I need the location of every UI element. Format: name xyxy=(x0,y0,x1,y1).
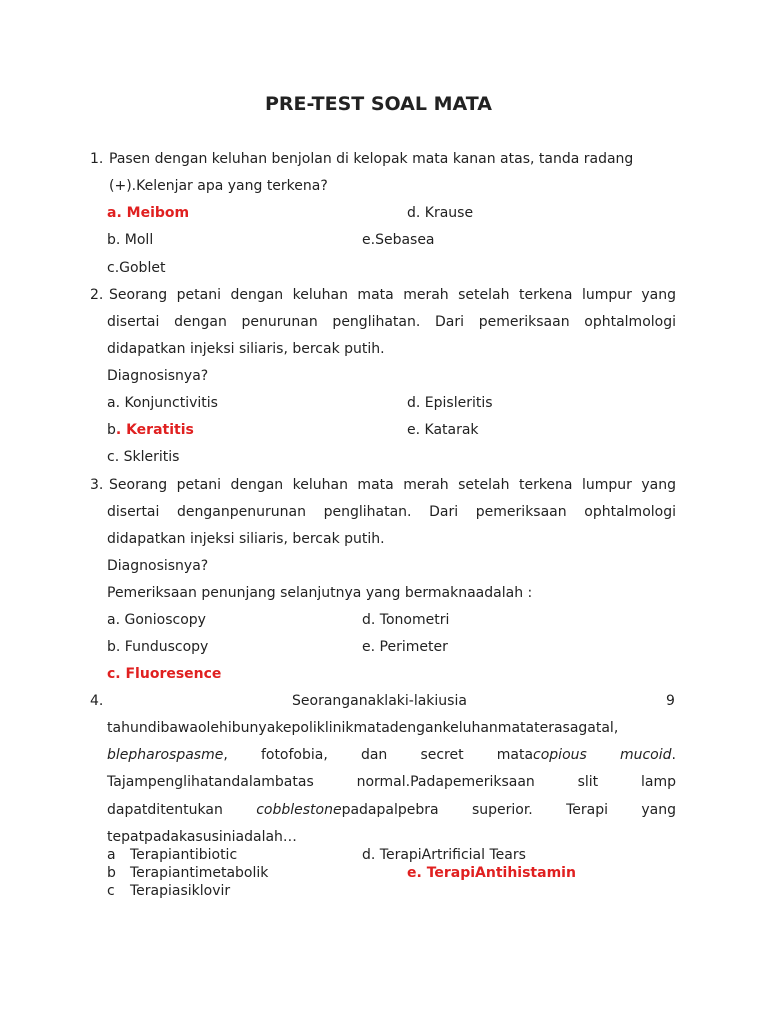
q4-line3-mata: mata xyxy=(496,747,534,763)
q2-option-d: d. Episleritis xyxy=(407,395,493,411)
q4-line4-word: lamp xyxy=(640,774,676,790)
q4-option-b-letter: b xyxy=(107,865,116,881)
q2-option-e: e. Katarak xyxy=(407,422,479,438)
q4-term-mucoid: mucoid xyxy=(619,747,672,763)
question-4-text-line4 xyxy=(107,775,676,789)
q4-line3-period: . xyxy=(671,747,676,763)
q4-term-blepharospasme: blepharospasme xyxy=(107,747,224,763)
q1-option-b: b. Moll xyxy=(107,232,154,248)
question-4-number: 4. xyxy=(90,693,104,709)
question-3-number: 3. xyxy=(90,477,104,493)
q4-option-a: Terapiantibiotic xyxy=(130,847,238,863)
q4-line3-comma: , xyxy=(223,747,228,763)
q3-option-a: a. Gonioscopy xyxy=(107,612,206,628)
q3-option-d: d. Tonometri xyxy=(362,612,450,628)
q4-line3-word xyxy=(497,748,587,762)
q4-line3-word: secret xyxy=(420,747,464,763)
q1-option-c: c.Goblet xyxy=(107,260,166,276)
question-2-text-line1: Seorang petani dengan keluhan mata merah setelah terkena lumpur yang xyxy=(109,287,676,303)
q4-line5-word: yang xyxy=(641,802,676,818)
q4-term-cobblestone: cobblestone xyxy=(256,802,342,818)
question-4-text-line1-end: 9 xyxy=(666,693,675,709)
q4-line4-word: Tajampenglihatandalambatas xyxy=(107,774,314,790)
q4-line3-word xyxy=(620,748,676,762)
question-1-number: 1. xyxy=(90,151,104,167)
q2-option-b-letter: b xyxy=(107,422,116,438)
q1-option-e: e.Sebasea xyxy=(362,232,435,248)
q4-line5-palpebra: padapalpebra xyxy=(341,802,439,818)
q4-line3-word: fotofobia, xyxy=(260,747,328,763)
q4-line5-word: dapatditentukan xyxy=(107,802,223,818)
q4-option-e-answer: e. TerapiAntihistamin xyxy=(407,865,576,881)
q2-option-b xyxy=(107,423,194,437)
q4-option-b: Terapiantimetabolik xyxy=(130,865,269,881)
question-4-text-line5 xyxy=(107,803,676,817)
q4-line5-word: superior. xyxy=(471,802,533,818)
q3-option-e: e. Perimeter xyxy=(362,639,448,655)
q1-option-a-answer: a. Meibom xyxy=(107,205,190,221)
question-4-text-line3 xyxy=(107,748,676,762)
q4-line4-word: slit xyxy=(577,774,599,790)
q4-line5-word xyxy=(256,803,438,817)
q4-line5-word: Terapi xyxy=(566,802,608,818)
question-3-text-line1: Seorang petani dengan keluhan mata merah setelah terkena lumpur yang xyxy=(109,477,676,493)
q4-option-c: Terapiasiklovir xyxy=(130,883,231,899)
question-2-text-line4: Diagnosisnya? xyxy=(107,368,209,384)
question-1-text-line2: (+).Kelenjar apa yang terkena? xyxy=(109,178,328,194)
q4-line3-word xyxy=(107,748,228,762)
q1-option-d: d. Krause xyxy=(407,205,474,221)
question-3-text-line4: Diagnosisnya? xyxy=(107,558,209,574)
question-3-text-line3: didapatkan injeksi siliaris, bercak putih. xyxy=(107,531,385,547)
question-2-number: 2. xyxy=(90,287,104,303)
q3-option-b: b. Funduscopy xyxy=(107,639,209,655)
q2-option-a: a. Konjunctivitis xyxy=(107,395,218,411)
question-1-text-line1: Pasen dengan keluhan benjolan di kelopak mata kanan atas, tanda radang xyxy=(109,151,634,167)
q2-option-b-answer: . Keratitis xyxy=(115,422,194,438)
q2-option-c: c. Skleritis xyxy=(107,449,180,465)
question-3-text-line2: disertai denganpenurunan penglihatan. Dari pemeriksaan ophtalmologi xyxy=(107,504,676,520)
question-2-text-line2: disertai dengan penurunan penglihatan. Dari pemeriksaan ophtalmologi xyxy=(107,314,676,330)
page-title: PRE-TEST SOAL MATA xyxy=(265,93,492,115)
question-2-text-line3: didapatkan injeksi siliaris, bercak putih. xyxy=(107,341,385,357)
q4-term-copious: copious xyxy=(533,747,587,763)
question-4-text-line1: Seoranganaklaki-lakiusia xyxy=(292,693,467,709)
q4-line3-word: dan xyxy=(360,747,388,763)
question-4-text-line2: tahundibawaolehibunyakepoliklinikmatadengankeluhanmataterasagatal, xyxy=(107,720,619,736)
q4-option-c-letter: c xyxy=(107,883,115,899)
q4-line4-word: normal.Padapemeriksaan xyxy=(356,774,535,790)
question-3-text-line5: Pemeriksaan penunjang selanjutnya yang bermaknaadalah : xyxy=(107,585,533,601)
q3-option-c-answer: c. Fluoresence xyxy=(107,666,222,682)
question-4-text-line6: tepatpadakasusiniadalah… xyxy=(107,829,297,845)
q4-option-a-letter: a xyxy=(107,847,116,863)
q4-option-d: d. TerapiArtrificial Tears xyxy=(362,847,526,863)
